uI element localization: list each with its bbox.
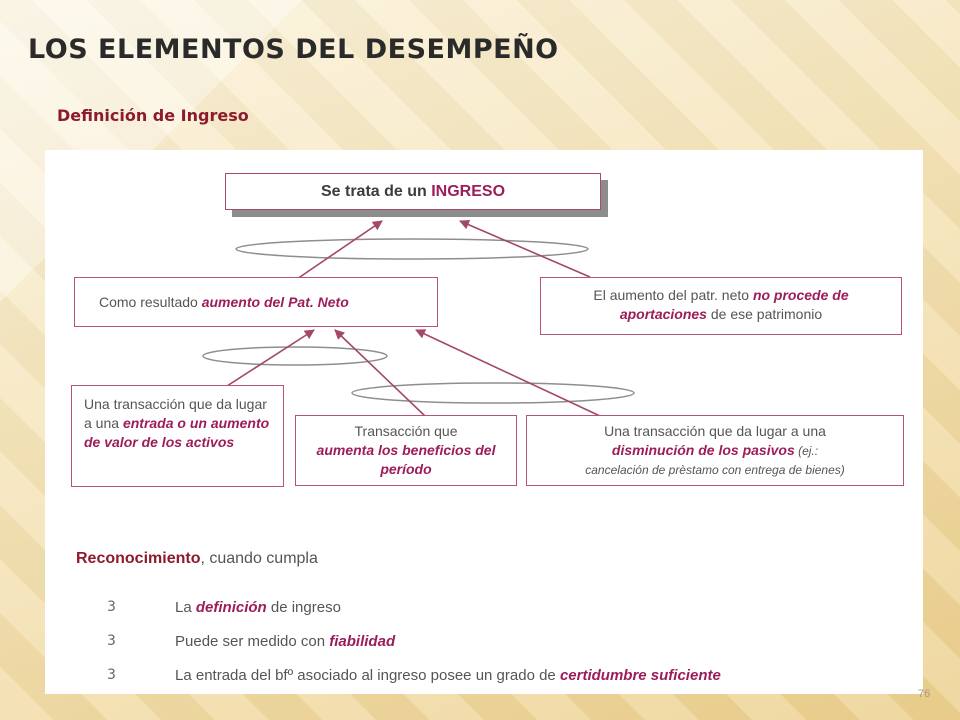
result-box-prefix: Como resultado [99,293,202,310]
recognition-title-rest: , cuando cumpla [200,550,318,567]
arrow-result-to-top [297,221,382,279]
arrow-aport-to-top [460,221,590,277]
bullet-icon: 3 [107,667,116,683]
pasivos-box-note: cancelación de prèstamo con entrega de bienes) [585,463,845,477]
list-item [107,590,721,624]
ingreso-box [225,173,601,210]
criterion-highlight: definición [195,598,267,616]
content-panel [45,150,923,694]
slide-title: LOS ELEMENTOS DEL DESEMPEÑO [28,34,559,65]
arrow-benef-to-result [335,330,425,416]
criterion-highlight: fiabilidad [329,632,396,650]
pasivos-box-note-prefix: (ej.: [794,444,819,458]
bullet-icon: 3 [107,599,116,615]
ingreso-box-prefix: Se trata de un [320,183,432,200]
criterion-after: de ingreso [266,598,341,616]
page-number: 76 [918,688,931,700]
arrow-activos-to-result [227,330,314,386]
pasivos-box-highlight: disminución de los pasivos [611,442,795,458]
slide-subtitle: Definición de Ingreso [57,106,249,125]
recognition-list [107,590,721,692]
criterion-before: La entrada del bfº asociado al ingreso posee un grado de [175,666,560,684]
ingreso-box-highlight: INGRESO [431,183,506,200]
grouping-ellipse-middle-left [203,347,387,365]
aportaciones-box-part1: El aumento del patr. neto [593,287,753,303]
list-item [107,624,721,658]
pasivos-box-part1: Una transacción que da lugar a una [604,423,826,439]
criterion-highlight: certidumbre suficiente [559,666,721,684]
bullet-icon: 3 [107,633,116,649]
recognition-title [76,550,318,568]
activos-box-highlight: entrada o un aumento de valor de los activos [84,415,270,450]
grouping-ellipse-top [236,239,588,259]
activos-box [71,385,284,487]
aportaciones-box [540,277,902,335]
criterion-before: Puede ser medido con [175,632,330,650]
beneficios-box-highlight: aumenta los beneficios del período [316,442,496,477]
result-box-highlight: aumento del Pat. Neto [201,293,349,310]
recognition-title-bold: Reconocimiento [76,550,201,567]
aportaciones-box-highlight: no procede de aportaciones [619,287,849,322]
beneficios-box [295,415,517,486]
result-box [74,277,438,327]
pasivos-box [526,415,904,486]
activos-box-part1: Una transacción que da lugar a una [84,396,267,431]
list-item [107,658,721,692]
criterion-before: La [175,598,196,616]
beneficios-box-part1: Transacción que [354,423,458,439]
aportaciones-box-part2: de ese patrimonio [706,306,823,322]
